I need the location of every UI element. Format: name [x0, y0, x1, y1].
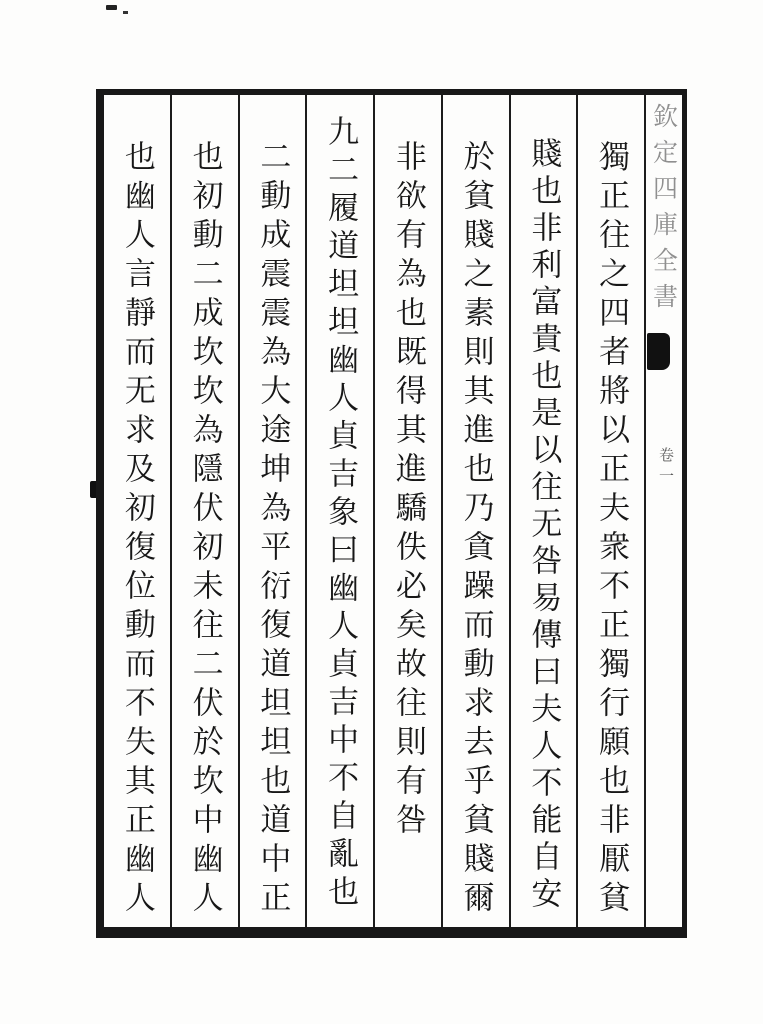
column-text: 非欲有為也既得其進驕佚必矣故往則有咎	[389, 140, 426, 842]
column-text: 也幽人言靜而无求及初復位動而不失其正幽人	[118, 140, 155, 920]
text-column	[373, 95, 441, 927]
ink-speck	[123, 11, 128, 14]
ink-speck	[106, 5, 117, 10]
text-column	[576, 95, 644, 927]
text-column	[170, 95, 238, 927]
collection-title: 欽定四庫全書	[649, 103, 679, 319]
text-column	[441, 95, 509, 927]
text-column-main	[305, 95, 373, 927]
text-column	[509, 95, 577, 927]
margin-tab-ink-mark	[647, 333, 670, 370]
text-frame	[96, 89, 687, 938]
text-columns	[104, 95, 682, 927]
column-text: 九二履道坦坦幽人貞吉象曰幽人貞吉中不自亂也	[322, 115, 359, 913]
text-column	[238, 95, 306, 927]
column-text: 獨正往之四者將以正夫衆不正獨行願也非厭貧	[593, 140, 630, 920]
volume-marker: 卷一	[657, 447, 675, 489]
text-column	[104, 95, 170, 927]
title-column	[644, 95, 682, 927]
column-text: 賤也非利富貴也是以往无咎易傳曰夫人不能自安	[525, 137, 562, 914]
column-text: 二動成震震為大途坤為平衍復道坦坦也道中正	[254, 140, 291, 920]
column-text: 於貧賤之素則其進也乃貪躁而動求去乎貧賤爾	[457, 140, 494, 920]
column-text: 也初動二成坎坎為隱伏初未往二伏於坎中幽人	[186, 140, 223, 920]
